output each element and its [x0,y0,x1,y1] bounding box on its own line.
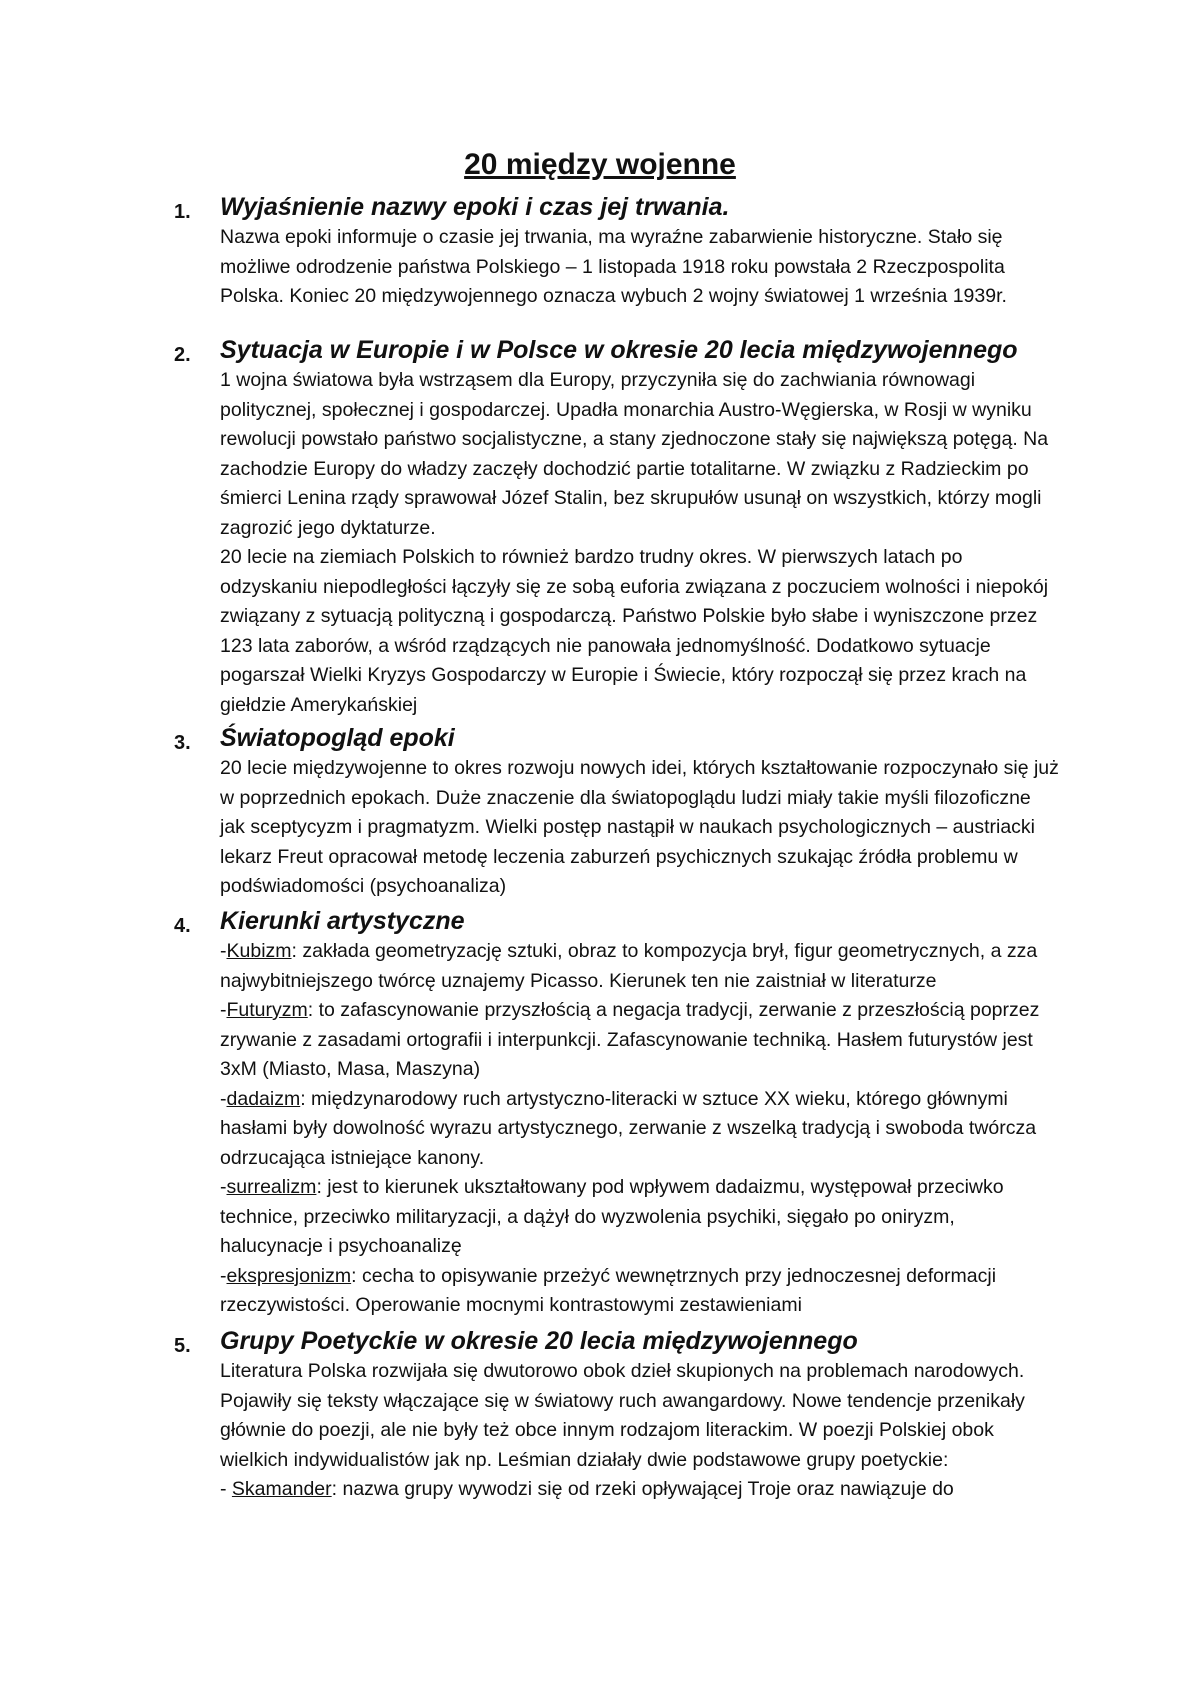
paragraph: Nazwa epoki informuje o czasie jej trwania, ma wyraźne zabarwienie historyczne. Stało się możliwe odrodzenie państwa Polskiego – 1 listopada 1918 roku powstała 2 Rzeczpospolita Polska. Koniec 20 międzywojennego oznacza wybuch 2 wojny światowej 1 września 1939r. [220,226,1007,307]
paragraph: 20 lecie na ziemiach Polskich to również bardzo trudny okres. W pierwszych latach po odzyskaniu niepodległości łączyły się ze sobą euforia związana z poczuciem wolności i niepokój związany z sytuacją polityczną i gospodarczą. Państwo Polskie było słabe i wyniszczone przez 123 lata zaborów, a wśród rządzących nie panowała jednomyślność. Dodatkowo sytuacje pogarszał Wielki Kryzys Gospodarczy w Europie i Świecie, który rozpoczął się przez krach na giełdzie Amerykańskiej [220,546,1049,716]
section-body [220,937,1060,1321]
section-body [220,223,1060,312]
section-number: 3. [174,732,191,754]
term-name: ekspresjonizm [226,1264,352,1287]
section-number: 2. [174,344,191,366]
section-number: 4. [174,915,191,937]
term-name: surrealizm [226,1176,317,1198]
paragraph: 20 lecie międzywojenne to okres rozwoju nowych idei, których kształtowanie rozpoczynało się już w poprzednich epokach. Duże znaczenie dla światopoglądu ludzi miały takie myśli filozoficzne jak sceptycyzm i pragmatyzm. Wielki postęp nastąpił w naukach psychologicznych – austriacki lekarz Freut opracował metodę leczenia zaburzeń psychicznych szukając źródła problemu w podświadomości (psychoanaliza) [220,757,1059,897]
term-definition: - Skamander: nazwa grupy wywodzi się od rzeki opływającej Troje oraz nawiązuje do [220,1478,954,1500]
document-title: 20 między wojenne [464,148,736,181]
section-body [220,754,1060,902]
term-definition: -Futuryzm: to zafascynowanie przyszłością a negacja tradycji, zerwanie z przeszłością poprzez zrywanie z zasadami ortografii i interpunkcji. Zafascynowanie techniką. Hasłem futurystów jest 3xM (Miasto, Masa, Maszyna) [220,999,1040,1080]
term-definition: -dadaizm: międzynarodowy ruch artystyczno-literacki w sztuce XX wieku, którego głównymi hasłami były dowolność wyrazu artystycznego, zerwanie z wszelką tradycją i swoboda twórcza odrzucająca istniejące kanony. [220,1087,1037,1169]
section-heading: Światopogląd epoki [220,724,455,752]
section-number: 5. [174,1335,191,1357]
section-body [220,1357,1060,1505]
section-heading: Sytuacja w Europie i w Polsce w okresie 20 lecia międzywojennego [220,336,1018,364]
term-name: Kubizm [226,940,292,962]
term-definition: -ekspresjonizm: cecha to opisywanie przeżyć wewnętrznych przy jednoczesnej deformacji rzeczywistości. Operowanie mocnymi kontrastowymi zestawieniami [220,1264,997,1316]
paragraph: 1 wojna światowa była wstrząsem dla Europy, przyczyniła się do zachwiania równowagi politycznej, społecznej i gospodarczej. Upadła monarchia Austro-Węgierska, w Rosji w wyniku rewolucji powstało państwo socjalistyczne, a stany zjednoczone stały się największą potęgą. Na zachodzie Europy do władzy zaczęły dochodzić partie totalitarne. W związku z Radzieckim po śmierci Lenina rządy sprawował Józef Stalin, bez skrupułów usunął on wszystkich, którzy mogli zagrozić jego dyktaturze. [220,369,1049,539]
section-heading: Grupy Poetyckie w okresie 20 lecia międzywojennego [220,1327,858,1355]
section-heading: Wyjaśnienie nazwy epoki i czas jej trwania. [220,193,730,221]
term-name: dadaizm [226,1087,301,1110]
section-number: 1. [174,201,191,223]
term-name: Futuryzm [226,999,308,1021]
term-definition: -surrealizm: jest to kierunek ukształtowany pod wpływem dadaizmu, występował przeciwko technice, przeciwko militaryzacji, a dążył do wyzwolenia psychiki, sięgało po oniryzm, halucynacje i psychoanalizę [220,1176,1004,1257]
section-heading: Kierunki artystyczne [220,907,465,935]
paragraph: Literatura Polska rozwijała się dwutorowo obok dzieł skupionych na problemach narodowych. Pojawiły się teksty włączające się w światowy ruch awangardowy. Nowe tendencje przenikały głównie do poezji, ale nie były też obce innym rodzajom literackim. W poezji Polskiej obok wielkich indywidualistów jak np. Leśmian działały dwie podstawowe grupy poetyckie: [220,1360,1025,1471]
term-definition: -Kubizm: zakłada geometryzację sztuki, obraz to kompozycja brył, figur geometrycznych, a zza najwybitniejszego twórcę uznajemy Picasso. Kierunek ten nie zaistniał w literaturze [220,940,1038,992]
term-name: Skamander [231,1478,332,1500]
section-body [220,366,1060,720]
